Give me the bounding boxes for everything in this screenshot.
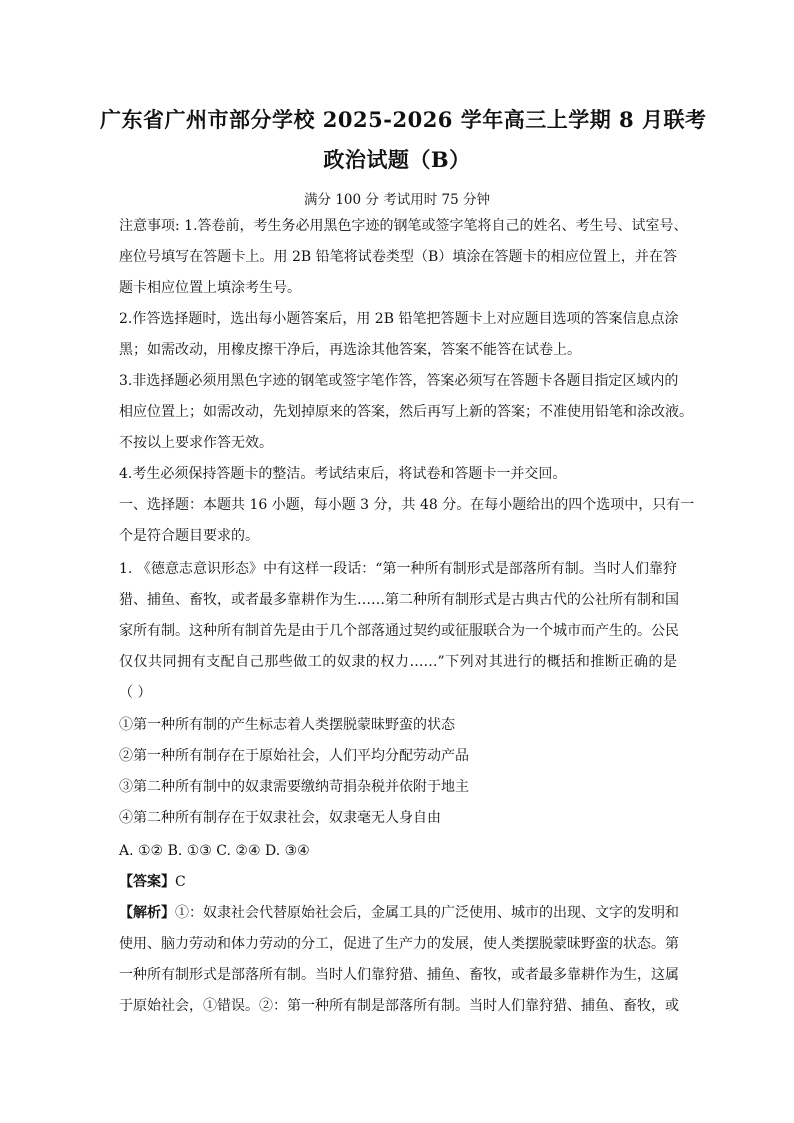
notes-line: 黑；如需改动，用橡皮擦干净后，再选涂其他答案，答案不能答在试卷上。 xyxy=(119,342,581,358)
analysis-line: 使用、脑力劳动和体力劳动的分工，促进了生产力的发展，使人类摆脱蒙昧野蛮的状态。第 xyxy=(119,936,679,952)
statement-item: ②第一种所有制存在于原始社会，人们平均分配劳动产品 xyxy=(119,748,469,764)
section-heading: 一、选择题：本题共 16 小题，每小题 3 分，共 48 分。在每小题给出的四个选项中，只有一 xyxy=(119,497,695,513)
notes-line: 座位号填写在答题卡上。用 2B 铅笔将试卷类型（B）填涂在答题卡的相应位置上，并在答 xyxy=(119,249,677,265)
notes-line: 不按以上要求作答无效。 xyxy=(119,435,273,451)
question-stem: 1. 《德意志意识形态》中有这样一段话：“第一种所有制形式是部落所有制。当时人们靠狩 xyxy=(119,561,677,577)
answer-label: 【答案】 xyxy=(119,874,175,890)
notes-line: 3.非选择题必须用黑色字迹的钢笔或签字笔作答，答案必须写在答题卡各题目指定区域内的 xyxy=(119,373,679,389)
analysis-text: ①：奴隶社会代替原始社会后，金属工具的广泛使用、城市的出现、文字的发明和 xyxy=(175,905,679,921)
answer-options: A. ①② B. ①③ C. ②④ D. ③④ xyxy=(119,843,310,859)
section-heading: 个是符合题目要求的。 xyxy=(119,528,259,544)
answer-line xyxy=(119,873,677,891)
analysis-line xyxy=(119,904,677,922)
notes-line: 注意事项: 1.答卷前，考生务必用黑色字迹的钢笔或签字笔将自己的姓名、考生号、试室号、 xyxy=(119,218,688,234)
question-stem: 仅仅共同拥有支配自己那些做工的奴隶的权力……”下列对其进行的概括和推断正确的是 xyxy=(119,654,677,670)
notes-line: 题卡相应位置上填涂考生号。 xyxy=(119,280,301,296)
analysis-line: 一种所有制形式是部落所有制。当时人们靠狩猎、捕鱼、畜牧，或者最多靠耕作为生，这属 xyxy=(119,967,679,983)
notes-line: 相应位置上；如需改动，先划掉原来的答案，然后再写上新的答案；不准使用铅笔和涂改液。 xyxy=(119,404,693,420)
statement-item: ③第二种所有制中的奴隶需要缴纳苛捐杂税并依附于地主 xyxy=(119,779,469,795)
statement-item: ④第二种所有制存在于奴隶社会，奴隶毫无人身自由 xyxy=(119,810,441,826)
question-stem: 猎、捕鱼、畜牧，或者最多靠耕作为生……第二种所有制形式是古典古代的公社所有制和国 xyxy=(119,592,679,608)
question-stem: 家所有制。这种所有制首先是由于几个部落通过契约或征服联合为一个城市而产生的。公民 xyxy=(119,623,679,639)
exam-subject-title: 政治试题（B） xyxy=(323,147,471,172)
statement-item: ①第一种所有制的产生标志着人类摆脱蒙昧野蛮的状态 xyxy=(119,717,455,733)
notes-line: 4.考生必须保持答题卡的整洁。考试结束后，将试卷和答题卡一并交回。 xyxy=(119,466,567,482)
answer-blank: （ ） xyxy=(119,685,152,701)
exam-title: 广东省广州市部分学校 2025-2026 学年高三上学期 8 月联考 xyxy=(100,107,707,132)
notes-line: 2.作答选择题时，选出每小题答案后，用 2B 铅笔把答题卡上对应题目选项的答案信息点涂 xyxy=(119,311,679,327)
analysis-label: 【解析】 xyxy=(119,905,175,921)
analysis-line: 于原始社会，①错误。②：第一种所有制是部落所有制。当时人们靠狩猎、捕鱼、畜牧，或 xyxy=(119,998,679,1014)
answer-value: C xyxy=(175,874,186,890)
exam-info: 满分 100 分 考试用时 75 分钟 xyxy=(304,192,490,208)
